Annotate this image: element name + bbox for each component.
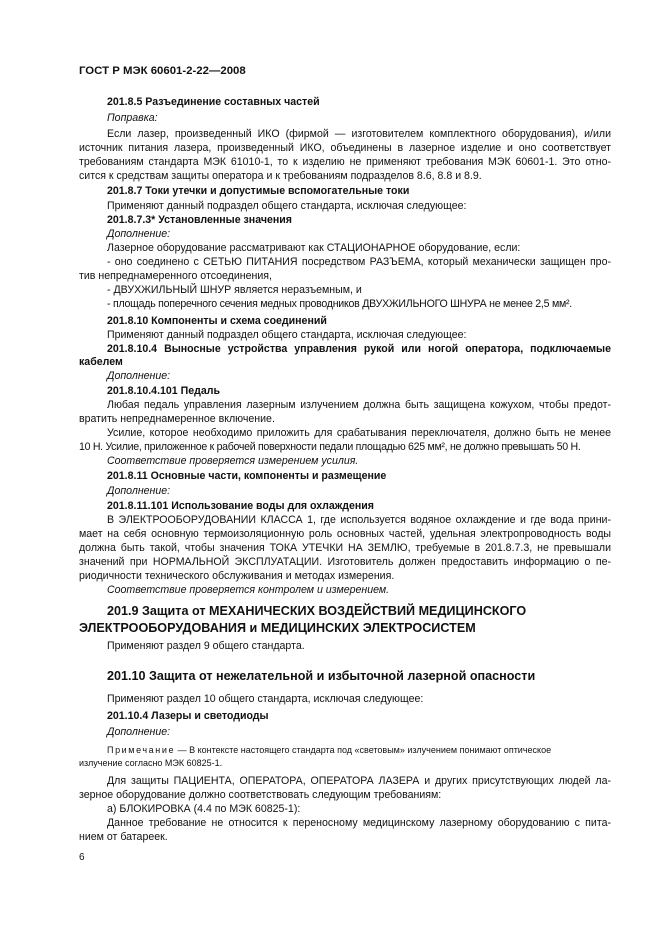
section-201-8-11-101-line: мает на себя основную термоизоляционную роль основных частей, удельная электропроводность воды bbox=[79, 528, 611, 540]
section-201-8-7-3-line: Лазерное оборудование рассматривают как СТАЦИОНАРНОЕ оборудование, если: bbox=[107, 242, 521, 254]
section-201-8-10-4-101-line: Любая педаль управления лазерным излучением должна быть защищена кожухом, чтобы предот- bbox=[107, 399, 611, 411]
section-201-8-7-intro: Применяют данный подраздел общего стандарта, исключая следующее: bbox=[107, 200, 467, 212]
note-prefix: Примечание bbox=[107, 745, 176, 755]
section-201-10-4-line: Для защиты ПАЦИЕНТА, ОПЕРАТОРА, ОПЕРАТОРА ЛАЗЕРА и других присутствующих людей ла- bbox=[107, 775, 611, 787]
section-201-8-5-line: источник питания лазера, произведенный ИКО, объединены в лазерное изделие и оно соответствует bbox=[79, 142, 611, 154]
section-201-8-5-label: Поправка: bbox=[107, 112, 158, 124]
section-201-10-4-label: Дополнение: bbox=[107, 726, 171, 738]
section-201-8-11-101-compliance: Соответствие проверяется контролем и измерением. bbox=[107, 584, 390, 596]
section-201-8-10-4-101-line: вратить непреднамеренное включение. bbox=[79, 413, 275, 425]
section-201-8-5-line: Если лазер, произведенный ИКО (фирмой — изготовителем комплектного оборудования), и/или bbox=[107, 128, 611, 140]
section-201-8-10-4-heading: 201.8.10.4 Выносные устройства управления рукой или ногой оператора, подключаемые bbox=[107, 343, 611, 355]
section-201-10-heading: 201.10 Защита от нежелательной и избыточной лазерной опасности bbox=[107, 669, 536, 683]
section-201-8-7-3-heading: 201.8.7.3* Установленные значения bbox=[107, 214, 292, 226]
section-201-8-11-101-line: должна быть такой, чтобы значения ТОКА УТЕЧКИ НА ЗЕМЛЮ, требуемые в 201.8.7.3, не превышали bbox=[79, 542, 611, 554]
note bbox=[107, 745, 661, 756]
section-201-8-11-101-line: риодичности технического обслуживания и методах измерения. bbox=[79, 570, 395, 582]
section-201-8-7-3-label: Дополнение: bbox=[107, 228, 171, 240]
section-201-9-heading: 201.9 Защита от МЕХАНИЧЕСКИХ ВОЗДЕЙСТВИЙ МЕДИЦИНСКОГО bbox=[107, 604, 527, 618]
section-201-8-10-4-101-heading: 201.8.10.4.101 Педаль bbox=[107, 385, 220, 397]
section-201-10-intro: Применяют раздел 10 общего стандарта, исключая следующее: bbox=[107, 693, 424, 705]
section-201-10-4-line: нием от батареек. bbox=[79, 831, 168, 843]
section-201-9-heading-cont: ЭЛЕКТРООБОРУДОВАНИЯ и МЕДИЦИНСКИХ ЭЛЕКТРОСИСТЕМ bbox=[79, 621, 476, 635]
section-201-10-4-line: Данное требование не относится к переносному медицинскому лазерному оборудованию с пита- bbox=[107, 817, 611, 829]
section-201-8-5-heading: 201.8.5 Разъединение составных частей bbox=[107, 96, 320, 108]
section-201-10-4-heading: 201.10.4 Лазеры и светодиоды bbox=[107, 710, 269, 722]
section-201-8-7-3-line: - ДВУХЖИЛЬНЫЙ ШНУР является неразъемным, и bbox=[107, 284, 362, 296]
section-201-8-5-line: требованиям стандарта МЭК 61010-1, то к изделию не применяют требования МЭК 60601-1. Это отно- bbox=[79, 156, 611, 168]
section-201-8-10-4-heading-cont: кабелем bbox=[79, 356, 123, 368]
section-201-8-11-label: Дополнение: bbox=[107, 485, 171, 497]
section-201-8-11-101-line: значений при НОРМАЛЬНОЙ ЭКСПЛУАТАЦИИ. Изготовитель должен предоставить информацию о пе- bbox=[79, 556, 611, 568]
section-201-8-11-heading: 201.8.11 Основные части, компоненты и размещение bbox=[107, 470, 387, 482]
document-header: ГОСТ Р МЭК 60601-2-22—2008 bbox=[79, 65, 246, 77]
section-201-8-10-intro: Применяют данный подраздел общего стандарта, исключая следующее: bbox=[107, 329, 467, 341]
section-201-10-4-line: а) БЛОКИРОВКА (4.4 по МЭК 60825-1): bbox=[107, 803, 301, 815]
section-201-8-7-3-line: - площадь поперечного сечения медных проводников ДВУХЖИЛЬНОГО ШНУРА не менее 2,5 мм². bbox=[107, 298, 572, 310]
note-cont: излучение согласно МЭК 60825-1. bbox=[79, 758, 223, 768]
section-201-8-10-4-101-line: 10 Н. Усилие, приложенное к рабочей поверхности педали площадью 625 мм², не должно превышать 50 Н. bbox=[79, 441, 581, 453]
section-201-8-10-heading: 201.8.10 Компоненты и схема соединений bbox=[107, 315, 327, 327]
section-201-8-10-4-101-compliance: Соответствие проверяется измерением усилия. bbox=[107, 455, 359, 467]
section-201-8-11-101-heading: 201.8.11.101 Использование воды для охлаждения bbox=[107, 500, 374, 512]
section-201-8-5-line: сится к средствам защиты оператора и к требованиям подразделов 8.6, 8.8 и 8.9. bbox=[79, 170, 482, 182]
page-number: 6 bbox=[79, 852, 85, 863]
section-201-8-7-3-line: тив непреднамеренного отсоединения, bbox=[79, 270, 272, 282]
section-201-8-10-4-101-line: Усилие, которое необходимо приложить для срабатывания переключателя, должно быть не менее bbox=[107, 427, 611, 439]
section-201-8-7-3-line: - оно соединено с СЕТЬЮ ПИТАНИЯ посредством РАЗЪЕМА, который механически защищен про- bbox=[107, 256, 611, 268]
section-201-8-7-heading: 201.8.7 Токи утечки и допустимые вспомогательные токи bbox=[107, 185, 410, 197]
section-201-8-11-101-line: В ЭЛЕКТРООБОРУДОВАНИИ КЛАССА 1, где используется водяное охлаждение и где вода прини- bbox=[107, 514, 611, 526]
section-201-10-4-line: зерное оборудование должно соответствовать следующим требованиям: bbox=[79, 789, 442, 801]
section-201-8-10-4-label: Дополнение: bbox=[107, 370, 171, 382]
section-201-9-body: Применяют раздел 9 общего стандарта. bbox=[107, 640, 305, 652]
note-text: — В контексте настоящего стандарта под «световым» излучением понимают оптическое bbox=[177, 745, 552, 755]
